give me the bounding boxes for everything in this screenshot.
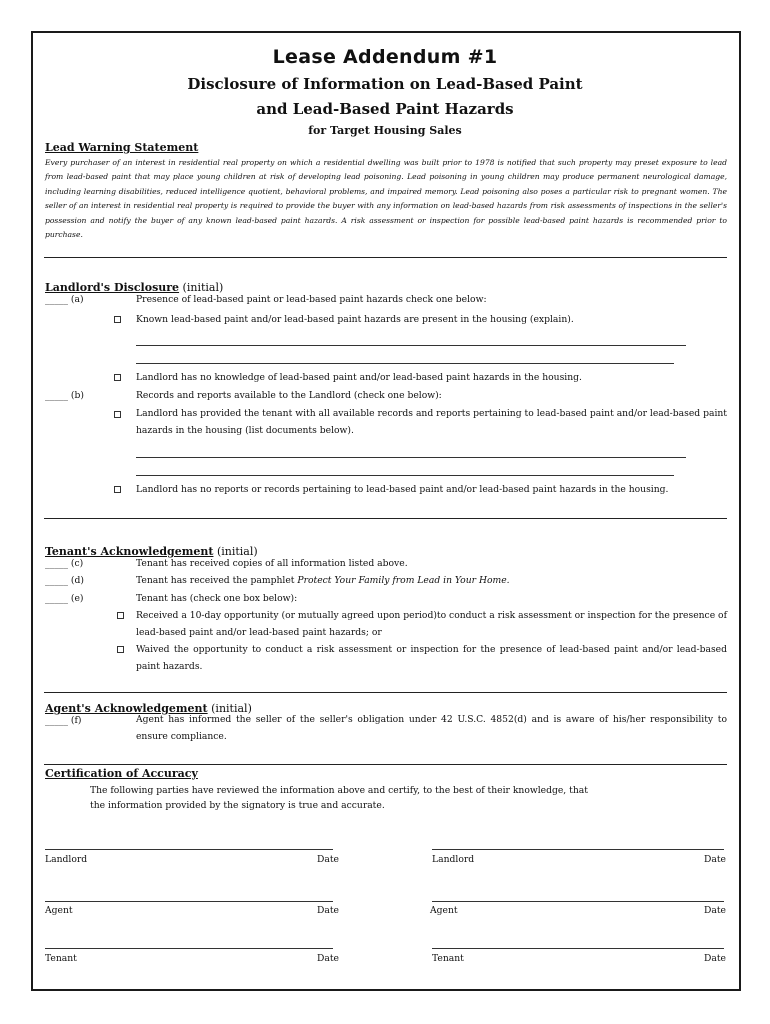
signature-line[interactable]	[432, 948, 724, 949]
page-title: Lease Addendum #1	[272, 46, 498, 68]
option-records-provided: Landlord has provided the tenant with all available records and reports pertaining to lead-based paint and/or lead-based paint hazards in the housing (list documents below).	[136, 408, 727, 436]
explain-line[interactable]	[136, 363, 674, 364]
checkbox-no-knowledge[interactable]	[114, 373, 121, 384]
option-waived-opportunity: Waived the opportunity to conduct a risk assessment or inspection for the presence of lead-based paint and/or lead-based paint hazards.	[136, 644, 727, 672]
signature-line[interactable]	[45, 901, 333, 902]
checkbox-known-lead[interactable]	[114, 315, 121, 326]
signature-label-landlord: Landlord	[45, 854, 88, 865]
section-divider	[44, 257, 727, 258]
item-c-text: Tenant has received copies of all information listed above.	[136, 558, 408, 569]
checkbox-no-records[interactable]	[114, 485, 121, 496]
item-d-prefix: Tenant has received the pamphlet	[136, 575, 298, 586]
signature-label-date: Date	[704, 905, 726, 916]
checkbox-icon	[114, 316, 121, 323]
item-b-text: Records and reports available to the Landlord (check one below):	[136, 390, 442, 401]
agent-heading-suffix: (initial)	[207, 702, 252, 715]
section-divider	[44, 518, 727, 519]
documents-line[interactable]	[136, 457, 686, 458]
documents-line[interactable]	[136, 475, 674, 476]
initial-field-b[interactable]: _____ (b)	[45, 390, 84, 401]
tenant-heading: Tenant's Acknowledgement	[45, 545, 214, 558]
item-e-text: Tenant has (check one box below):	[136, 593, 298, 604]
page-subtitle-line2: and Lead-Based Paint Hazards	[256, 100, 514, 118]
warning-heading: Lead Warning Statement	[45, 141, 199, 154]
signature-label-agent: Agent	[45, 905, 73, 916]
landlord-heading-suffix: (initial)	[179, 281, 224, 294]
section-divider	[44, 764, 727, 765]
signature-label-date: Date	[317, 953, 339, 964]
signature-label-tenant: Tenant	[45, 953, 77, 964]
signature-label-agent: Agent	[430, 905, 458, 916]
option-no-knowledge: Landlord has no knowledge of lead-based paint and/or lead-based paint hazards in the housing.	[136, 372, 582, 383]
checkbox-received-opportunity[interactable]	[117, 611, 124, 622]
initial-field-d[interactable]: _____ (d)	[45, 575, 84, 586]
certification-line2: the information provided by the signatory is true and accurate.	[90, 800, 385, 811]
landlord-section-heading	[45, 276, 223, 295]
signature-line[interactable]	[432, 901, 724, 902]
initial-field-f[interactable]: _____ (f)	[45, 715, 82, 726]
item-a-text: Presence of lead-based paint or lead-based paint hazards check one below:	[136, 294, 487, 305]
signature-label-date: Date	[704, 953, 726, 964]
initial-field-e[interactable]: _____ (e)	[45, 593, 84, 604]
signature-line[interactable]	[432, 849, 724, 850]
page-subtitle-small: for Target Housing Sales	[308, 124, 462, 137]
signature-line[interactable]	[45, 948, 333, 949]
certification-line1: The following parties have reviewed the information above and certify, to the best of their knowledge, that	[90, 785, 588, 796]
checkbox-icon	[114, 486, 121, 493]
signature-line[interactable]	[45, 849, 333, 850]
signature-label-landlord: Landlord	[432, 854, 475, 865]
tenant-heading-suffix: (initial)	[213, 545, 258, 558]
signature-label-date: Date	[317, 905, 339, 916]
landlord-heading: Landlord's Disclosure	[45, 281, 180, 294]
checkbox-records-provided[interactable]	[114, 410, 121, 421]
explain-line[interactable]	[136, 345, 686, 346]
page-subtitle-line1: Disclosure of Information on Lead-Based Paint	[187, 75, 583, 93]
checkbox-icon	[114, 411, 121, 418]
option-received-opportunity: Received a 10-day opportunity (or mutually agreed upon period)to conduct a risk assessment or inspection for the presence of lead-based paint and/or lead-based paint hazards; or	[136, 610, 727, 638]
item-f-text: Agent has informed the seller of the seller's obligation under 42 U.S.C. 4852(d) and is aware of his/her responsibility to ensure compliance.	[136, 714, 727, 742]
warning-body: Every purchaser of an interest in residential real property on which a residential dwelling was built prior to 1978 is notified that such property may preset exposure to lead from lead-based paint that may place young children at risk of developing lead poisoning. Lead poisoning in young children may produce permanent neurological damage, including learning disabilities, reduced intelligence quotient, behavioral problems, and impaired memory. Lead poisoning also poses a particular risk to pregnant women. The seller of an interest in residential real property is required to provide the buyer with any information on lead-based hazards from risk assessments of inspections in the seller's possession and notify the buyer of any known lead-based paint hazards. A risk assessment or inspection for possible lead-based paint hazards is recommended prior to purchase.	[45, 158, 727, 240]
agent-heading: Agent's Acknowledgement	[45, 702, 208, 715]
checkbox-waived-opportunity[interactable]	[117, 645, 124, 656]
initial-field-c[interactable]: _____ (c)	[45, 558, 84, 569]
pamphlet-title: Protect Your Family from Lead in Your Home.	[297, 575, 510, 586]
certification-heading: Certification of Accuracy	[45, 767, 198, 780]
signature-label-date: Date	[317, 854, 339, 865]
signature-label-date: Date	[704, 854, 726, 865]
tenant-section-heading	[45, 540, 258, 559]
checkbox-icon	[117, 612, 124, 619]
item-d-text	[136, 575, 510, 586]
signature-label-tenant: Tenant	[432, 953, 464, 964]
option-no-records: Landlord has no reports or records pertaining to lead-based paint and/or lead-based paint hazards in the housing.	[136, 484, 669, 495]
option-known-lead: Known lead-based paint and/or lead-based paint hazards are present in the housing (explain).	[136, 314, 574, 325]
section-divider	[44, 692, 727, 693]
checkbox-icon	[117, 646, 124, 653]
initial-field-a[interactable]: _____ (a)	[45, 294, 84, 305]
checkbox-icon	[114, 374, 121, 381]
